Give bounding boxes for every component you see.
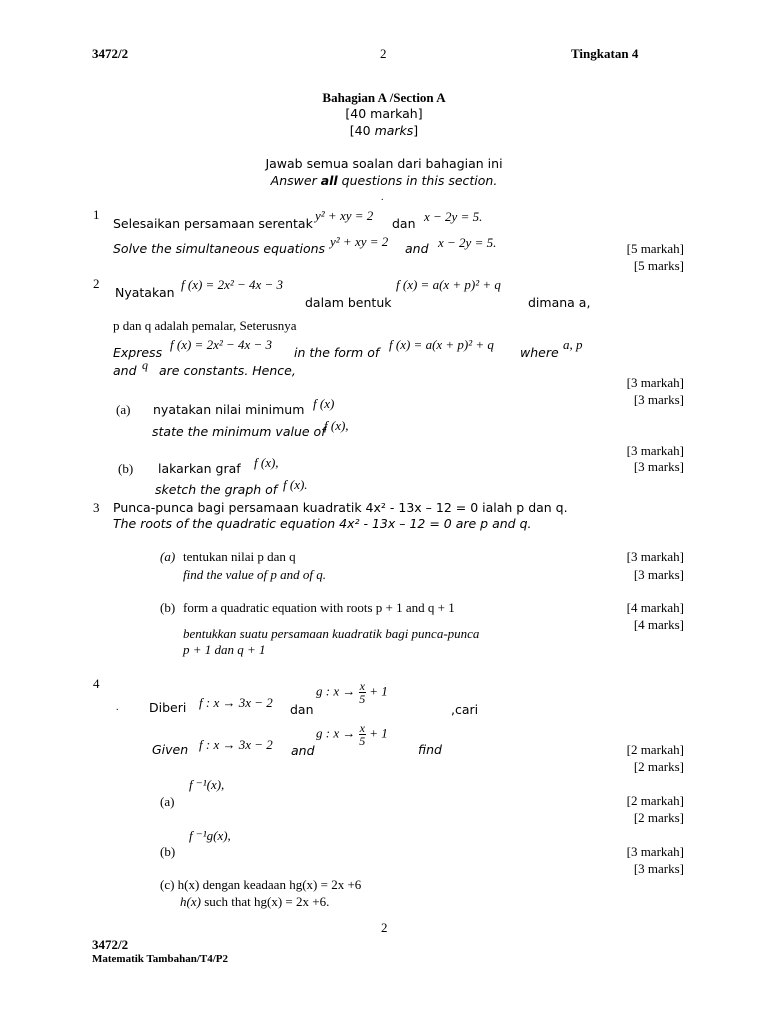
q2a-text-en: state the minimum value of	[152, 424, 326, 439]
q3b-label: (b)	[160, 600, 176, 615]
q2-are-constants: are constants. Hence,	[159, 363, 296, 378]
q3a-text-en: find the value of p and of q.	[183, 567, 326, 582]
q2-text-ms: Nyatakan	[115, 285, 175, 300]
q2-a-p: a, p	[563, 337, 583, 352]
q2a-marks-ms: [3 markah]	[626, 443, 684, 458]
q3-number: 3	[93, 500, 100, 515]
q2-function-en: f (x) = 2x² − 4x − 3	[170, 337, 273, 352]
q1-marks-en: [5 marks]	[633, 258, 684, 273]
section-title: Bahagian A /Section A	[322, 90, 446, 105]
q1-equation-1: y² + xy = 2	[315, 208, 374, 223]
q2b-fx: f (x),	[254, 455, 279, 470]
q2-and: and	[113, 363, 137, 378]
header-page-number: 2	[380, 46, 387, 61]
q4-given: Given	[152, 742, 189, 757]
q4a-label: (a)	[160, 794, 175, 809]
q4c-text-ms: (c) h(x) dengan keadaan hg(x) = 2x +6	[160, 877, 362, 892]
q4-g-definition-en: g : x → $\frac{x}{5}$ + 1	[316, 721, 388, 748]
q2-number: 2	[93, 276, 100, 291]
q1-number: 1	[93, 207, 100, 222]
q4b-expression: f ⁻¹g(x),	[189, 828, 231, 843]
footer-code: 3472/2	[92, 937, 129, 952]
q4-f-definition-en: f : x → 3x − 2	[199, 737, 273, 752]
q1-dan: dan	[392, 216, 416, 231]
q4a-marks-ms: [2 markah]	[626, 793, 684, 808]
q2-marks-en: [3 marks]	[633, 392, 684, 407]
q2a-label: (a)	[116, 402, 131, 417]
q2-function: f (x) = 2x² − 4x − 3	[181, 277, 284, 292]
q2a-marks-en: [3 marks]	[633, 459, 684, 474]
q3a-marks-ms: [3 markah]	[626, 549, 684, 564]
q2b-label: (b)	[118, 461, 134, 476]
q1-and: and	[405, 241, 429, 256]
q2-q: q	[142, 358, 148, 372]
q4a-expression: f ⁻¹(x),	[189, 777, 225, 792]
q2a-text-ms: nyatakan nilai minimum	[153, 402, 305, 417]
q4-g-definition: g : x → $\frac{x}{5}$ + 1	[316, 679, 388, 706]
q1-text-ms: Selesaikan persamaan serentak	[113, 216, 313, 231]
q4-diberi: Diberi	[149, 700, 187, 715]
q2-vertex-form: f (x) = a(x + p)² + q	[396, 277, 501, 292]
q4-marks-en: [2 marks]	[633, 759, 684, 774]
header-code: 3472/2	[92, 46, 129, 61]
q1-equation-1-en: y² + xy = 2	[330, 234, 389, 249]
footer-page-number: 2	[381, 920, 388, 935]
q2b-text-en: sketch the graph of	[155, 482, 278, 497]
q4-dan: dan	[290, 702, 314, 717]
section-marks-ms: [40 markah]	[345, 106, 423, 121]
q3b-text: form a quadratic equation with roots p + 1 and q + 1	[183, 600, 455, 615]
q4c-text-en: h(x) such that hg(x) = 2x +6.	[180, 894, 330, 909]
q2-in-the-form: in the form of	[294, 345, 380, 360]
q3-text-ms: Punca-punca bagi persamaan kuadratik 4x² - 13x – 12 = 0 ialah p dan q.	[113, 500, 568, 515]
q1-text-en: Solve the simultaneous equations	[113, 241, 326, 256]
q4a-marks-en: [2 marks]	[633, 810, 684, 825]
footer-subject: Matematik Tambahan/T4/P2	[92, 953, 228, 965]
q3a-label: (a)	[160, 549, 176, 564]
q3b-text-ms-2: p + 1 dan q + 1	[183, 642, 266, 657]
q4-number: 4	[93, 676, 100, 691]
section-marks-en: [40 marks]	[349, 123, 419, 138]
q3b-marks-en: [4 marks]	[633, 617, 684, 632]
q2-vertex-form-en: f (x) = a(x + p)² + q	[389, 337, 494, 352]
q3-text-en: The roots of the quadratic equation 4x² - 13x – 12 = 0 are p and q.	[113, 516, 532, 531]
q4-and: and	[291, 743, 315, 758]
q2-express: Express	[113, 345, 163, 360]
q3b-text-ms-1: bentukkan suatu persamaan kuadratik bagi punca-punca	[183, 626, 480, 641]
header-form: Tingkatan 4	[571, 46, 639, 61]
q2-dimana: dimana a,	[528, 295, 591, 310]
q2-line2-ms: p dan q adalah pemalar, Seterusnya	[113, 318, 297, 333]
q2-where: where	[520, 345, 559, 360]
q1-marks-ms: [5 markah]	[626, 241, 684, 256]
q4b-marks-ms: [3 markah]	[626, 844, 684, 859]
q4b-label: (b)	[160, 844, 176, 859]
q1-equation-2-en: x − 2y = 5.	[438, 235, 497, 250]
q4-dot: .	[116, 702, 119, 713]
q3a-text-ms: tentukan nilai p dan q	[183, 549, 296, 564]
q4-cari: ,cari	[451, 702, 479, 717]
section-dot: .	[381, 192, 384, 203]
q4-marks-ms: [2 markah]	[626, 742, 684, 757]
section-instruction-en: Answer all questions in this section.	[270, 173, 498, 188]
q4-f-definition: f : x → 3x − 2	[199, 695, 273, 710]
q2b-fx-en: f (x).	[283, 477, 308, 492]
q2b-text-ms: lakarkan graf	[158, 461, 241, 476]
q2a-fx: f (x)	[313, 396, 335, 411]
section-instruction-ms: Jawab semua soalan dari bahagian ini	[265, 156, 503, 171]
q2-marks-ms: [3 markah]	[626, 375, 684, 390]
q2-dalam-bentuk: dalam bentuk	[305, 295, 392, 310]
q3a-marks-en: [3 marks]	[633, 567, 684, 582]
q1-equation-2: x − 2y = 5.	[424, 209, 483, 224]
q2a-fx-en: f (x),	[324, 418, 349, 433]
q3b-marks-ms: [4 markah]	[626, 600, 684, 615]
q4b-marks-en: [3 marks]	[633, 861, 684, 876]
q4-find: find	[418, 742, 442, 757]
